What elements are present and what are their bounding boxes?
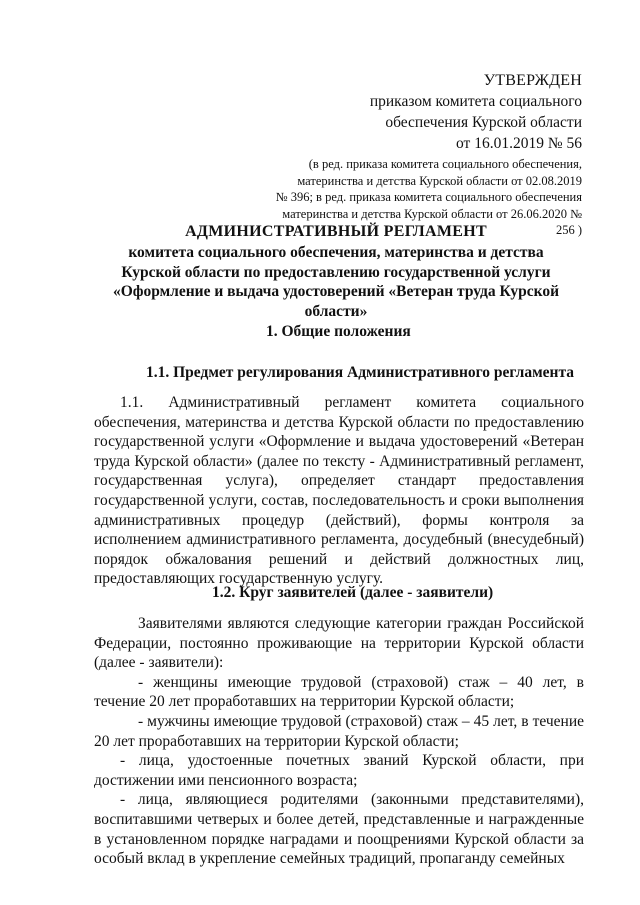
approval-word: УТВЕРЖДЕН: [483, 72, 582, 89]
approval-stamp-block: [252, 70, 582, 239]
applicant-item-men: - мужчины имеющие трудовой (страховой) стаж – 45 лет, в течение 20 лет проработавших на территории Курской области;: [94, 712, 584, 750]
approval-line-2: обеспечения Курской области: [385, 114, 582, 131]
applicant-item-parents: - лица, являющиеся родителями (законными представителями), воспитавшими четверых и более детей, представленные и награжденные в установленном порядке наградами и поощрениями Курской области за особый вклад в укрепление семейных традиций, пропаганду семейных: [94, 791, 584, 868]
applicant-item-women: - женщины имеющие трудовой (страховой) стаж – 40 лет, в течение 20 лет проработавших на территории Курской области;: [94, 673, 584, 711]
document-title: АДМИНИСТРАТИВНЫЙ РЕГЛАМЕНТ: [185, 223, 487, 240]
title-line-3: «Оформление и выдача удостоверений «Ветеран труда Курской: [112, 283, 560, 300]
section-1-heading: 1. Общие положения: [266, 323, 411, 340]
approval-line-1: приказом комитета социального: [369, 93, 582, 110]
section-1-1-heading: 1.1. Предмет регулирования Административного регламента: [146, 364, 575, 381]
section-1-2-body: [94, 614, 584, 869]
applicants-intro: Заявителями являются следующие категории граждан Российской Федерации, постоянно проживающие на территории Курской области (далее - заявители):: [94, 615, 584, 672]
amendment-line-3: № 396; в ред. приказа комитета социального обеспечения: [275, 190, 582, 204]
amendment-line-2: материнства и детства Курской области от 02.08.2019: [297, 173, 582, 188]
section-1-1-paragraph: 1.1. Административный регламент комитета социального обеспечения, материнства и детства Курской области по предоставлению государственной услуги «Оформление и выдача удостоверений «Ветеран труда Курской области» (далее по тексту - Административный регламент, государственная услуга), определяет стандарт предоставления государственной услуги, состав, последовательность и сроки выполнения административных процедур (действий), формы контроля за исполнением административного регламента, досудебный (внесудебный) порядок обжалования решений и действий должностных лиц, предоставляющих государственную услугу.: [94, 394, 584, 588]
document-title-block: [96, 222, 576, 321]
section-1-1-body: [94, 393, 584, 589]
amendment-line-1: (в ред. приказа комитета социального обеспечения,: [308, 157, 582, 171]
section-1-2-heading: 1.2. Круг заявителей (далее - заявители): [212, 584, 494, 601]
approval-date-number: от 16.01.2019 № 56: [456, 135, 582, 152]
title-line-4: области»: [304, 302, 368, 320]
title-line-1: комитета социального обеспечения, материнства и детства: [128, 244, 544, 261]
applicant-item-honorary-titles: - лица, удостоенные почетных званий Курской области, при достижении ими пенсионного возраста;: [94, 752, 584, 789]
title-line-2: Курской области по предоставлению государственной услуги: [121, 263, 551, 281]
amendment-line-4: материнства и детства Курской области от 26.06.2020 № 256 ): [282, 206, 582, 237]
